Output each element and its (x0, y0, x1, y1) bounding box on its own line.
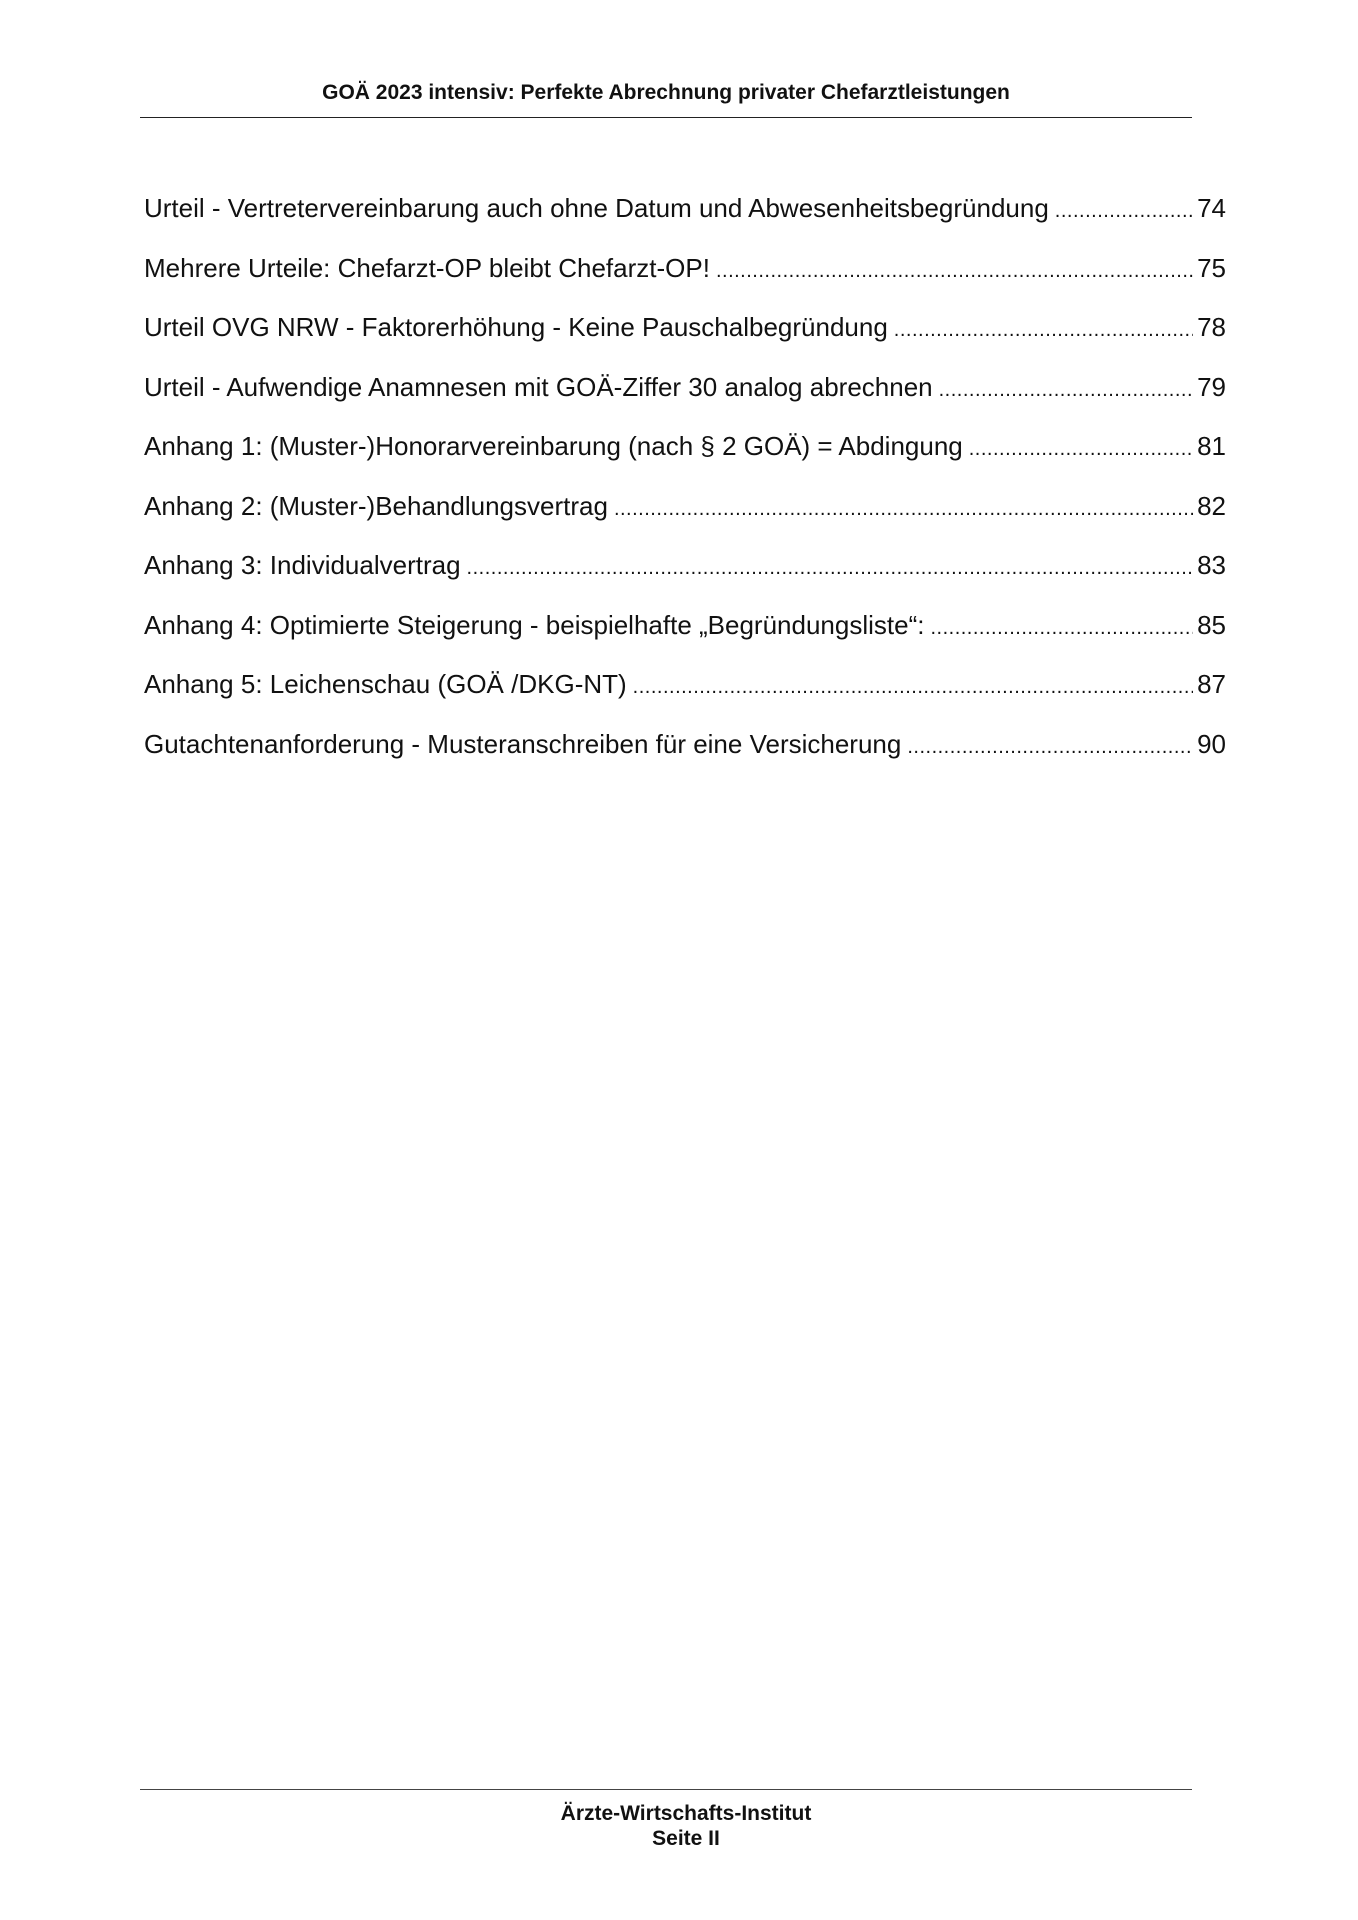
toc-entry-title: Urteil - Aufwendige Anamnesen mit GOÄ-Ziffer 30 analog abrechnen (144, 371, 933, 402)
toc-entry-page: 87 (1197, 669, 1226, 699)
toc-dot-leader (907, 731, 1193, 763)
page-footer (140, 1801, 1232, 1851)
footer-page-number: Seite II (652, 1827, 720, 1850)
toc-entry-title: Anhang 1: (Muster-)Honorarvereinbarung (nach § 2 GOÄ) = Abdingung (144, 431, 963, 461)
toc-dot-leader (716, 255, 1193, 287)
toc-entry-title: Urteil - Vertretervereinbarung auch ohne Datum und Abwesenheitsbegründung (144, 193, 1049, 223)
footer-divider (140, 1789, 1192, 1790)
toc-entry[interactable] (144, 311, 1226, 371)
toc-entry-page: 83 (1197, 550, 1226, 580)
toc-entry-title: Gutachtenanforderung - Musteranschreiben für eine Versicherung (144, 728, 902, 759)
toc-entry-page: 90 (1197, 728, 1226, 759)
footer-institute-name: Ärzte-Wirtschafts-Institut (560, 1802, 812, 1825)
toc-dot-leader (930, 612, 1193, 644)
toc-entry-title: Mehrere Urteile: Chefarzt-OP bleibt Chefarzt-OP! (144, 252, 710, 283)
toc-entry[interactable] (144, 192, 1226, 252)
toc-dot-leader (969, 433, 1193, 465)
toc-entry[interactable] (144, 490, 1226, 550)
toc-entry-page: 85 (1197, 609, 1226, 640)
toc-entry-page: 74 (1197, 193, 1226, 223)
toc-entry-page: 79 (1197, 371, 1226, 402)
toc-entry-title: Anhang 3: Individualvertrag (144, 550, 461, 580)
toc-dot-leader (467, 552, 1194, 584)
toc-entry-title: Anhang 5: Leichenschau (GOÄ /DKG-NT) (144, 669, 627, 699)
toc-dot-leader (939, 374, 1193, 406)
toc-entry-page: 81 (1197, 431, 1226, 461)
toc-entry-title: Anhang 2: (Muster-)Behandlungsvertrag (144, 490, 608, 521)
toc-entry[interactable] (144, 430, 1226, 490)
page-header: GOÄ 2023 intensiv: Perfekte Abrechnung privater Chefarztleistungen (322, 81, 1010, 104)
toc-entry[interactable] (144, 668, 1226, 728)
toc-entry[interactable] (144, 728, 1226, 788)
toc-dot-leader (1055, 195, 1193, 227)
toc-entry-title: Anhang 4: Optimierte Steigerung - beispielhafte „Begründungsliste“: (144, 609, 925, 640)
toc-entry[interactable] (144, 609, 1226, 669)
toc-entry[interactable] (144, 371, 1226, 431)
toc-entry[interactable] (144, 252, 1226, 312)
toc-entry-title: Urteil OVG NRW - Faktorerhöhung - Keine Pauschalbegründung (144, 312, 888, 342)
toc-entry-page: 82 (1197, 490, 1226, 521)
toc-dot-leader (633, 671, 1193, 703)
toc-entry-page: 75 (1197, 252, 1226, 283)
toc-entry-page: 78 (1197, 312, 1226, 342)
toc-entry[interactable] (144, 549, 1226, 609)
table-of-contents (144, 192, 1226, 787)
toc-dot-leader (614, 493, 1193, 525)
toc-dot-leader (894, 314, 1193, 346)
header-divider (140, 117, 1192, 118)
